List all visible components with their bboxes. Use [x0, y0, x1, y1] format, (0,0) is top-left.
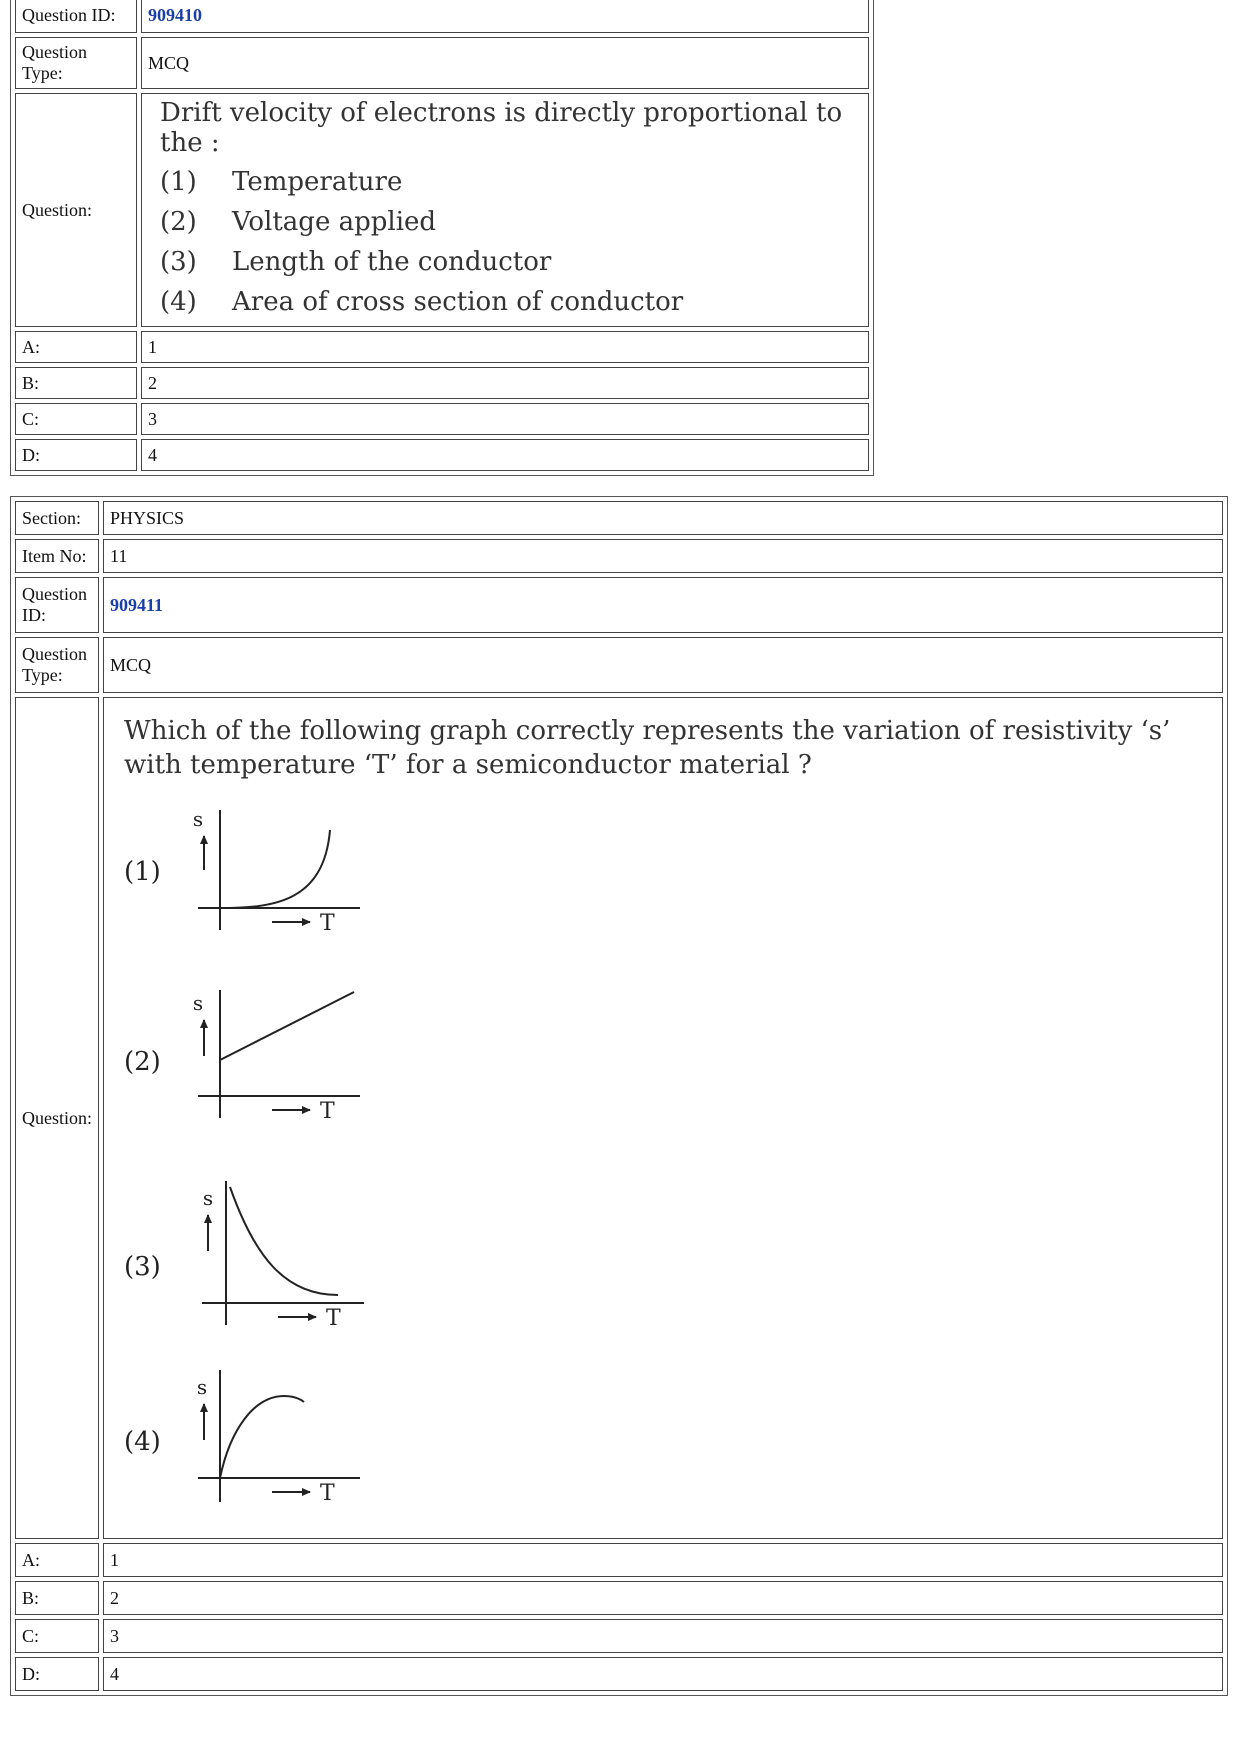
- answer-d-label: D:: [15, 1657, 99, 1691]
- question-label: Question:: [15, 93, 137, 327]
- graph-curve: [220, 830, 330, 908]
- option-4: [160, 282, 862, 322]
- option-number: (4): [160, 287, 197, 317]
- answer-a-label: A:: [15, 331, 137, 363]
- graph-x-label: T: [320, 911, 335, 936]
- section-value: PHYSICS: [103, 501, 1223, 535]
- option-number: (1): [160, 167, 197, 197]
- graph-number: (3): [124, 1252, 161, 1282]
- question-id-value: 909410: [141, 0, 869, 33]
- graph-option-2: [124, 990, 360, 1124]
- option-number: (3): [160, 247, 197, 277]
- question-type-label: Question Type:: [15, 37, 137, 89]
- option-text: Temperature: [232, 167, 403, 197]
- graph-curve: [220, 992, 354, 1060]
- answer-c-label: C:: [15, 1619, 99, 1653]
- graph-number: (1): [124, 857, 161, 887]
- graph-y-label: s: [196, 1375, 208, 1399]
- answer-b-value: 2: [141, 367, 869, 399]
- graph-curve: [220, 1396, 304, 1478]
- option-2: [160, 202, 862, 242]
- question-id-value: 909411: [103, 577, 1223, 633]
- question-type-value: MCQ: [103, 637, 1223, 693]
- question-type-label: Question Type:: [15, 637, 99, 693]
- question-content: [103, 697, 1223, 1539]
- answer-c-value: 3: [141, 403, 869, 435]
- graph-number: (2): [124, 1047, 161, 1077]
- answer-b-value: 2: [103, 1581, 1223, 1615]
- question-id-label: Question ID:: [15, 577, 99, 633]
- graph-curve: [230, 1187, 338, 1295]
- graph-number: (4): [124, 1427, 161, 1457]
- option-number: (2): [160, 207, 197, 237]
- answer-d-label: D:: [15, 439, 137, 471]
- question-table-909411: [10, 496, 1228, 1696]
- answer-b-label: B:: [15, 367, 137, 399]
- answer-d-value: 4: [141, 439, 869, 471]
- question-id-label: Question ID:: [15, 0, 137, 33]
- graph-options-figure: [124, 790, 484, 1530]
- answer-a-label: A:: [15, 1543, 99, 1577]
- item-no-label: Item No:: [15, 539, 99, 573]
- question-text: Drift velocity of electrons is directly proportional to the :: [160, 98, 843, 158]
- answer-b-label: B:: [15, 1581, 99, 1615]
- graph-option-4: [124, 1370, 360, 1506]
- question-content: [141, 93, 869, 327]
- answer-c-label: C:: [15, 403, 137, 435]
- answer-c-value: 3: [103, 1619, 1223, 1653]
- question-type-value: MCQ: [141, 37, 869, 89]
- option-text: Voltage applied: [232, 207, 437, 237]
- item-no-value: 11: [103, 539, 1223, 573]
- answer-d-value: 4: [103, 1657, 1223, 1691]
- graph-x-label: T: [320, 1099, 335, 1124]
- graph-y-label: s: [202, 1186, 214, 1210]
- question-table-909410: [10, 0, 874, 476]
- graph-x-label: T: [326, 1306, 341, 1331]
- graph-y-label: s: [192, 991, 204, 1015]
- graph-option-3: [124, 1181, 364, 1331]
- graph-x-label: T: [320, 1481, 335, 1506]
- option-3: [160, 242, 862, 282]
- option-1: [160, 162, 862, 202]
- answer-a-value: 1: [141, 331, 869, 363]
- graph-option-1: [124, 807, 360, 936]
- section-label: Section:: [15, 501, 99, 535]
- graph-y-label: s: [192, 807, 204, 831]
- option-text: Area of cross section of conductor: [232, 287, 684, 317]
- question-text: Which of the following graph correctly represents the variation of resistivity ‘s’ with temperature ‘T’ for a semiconductor material ?: [124, 716, 1171, 780]
- question-label: Question:: [15, 697, 99, 1539]
- answer-a-value: 1: [103, 1543, 1223, 1577]
- option-text: Length of the conductor: [232, 247, 552, 277]
